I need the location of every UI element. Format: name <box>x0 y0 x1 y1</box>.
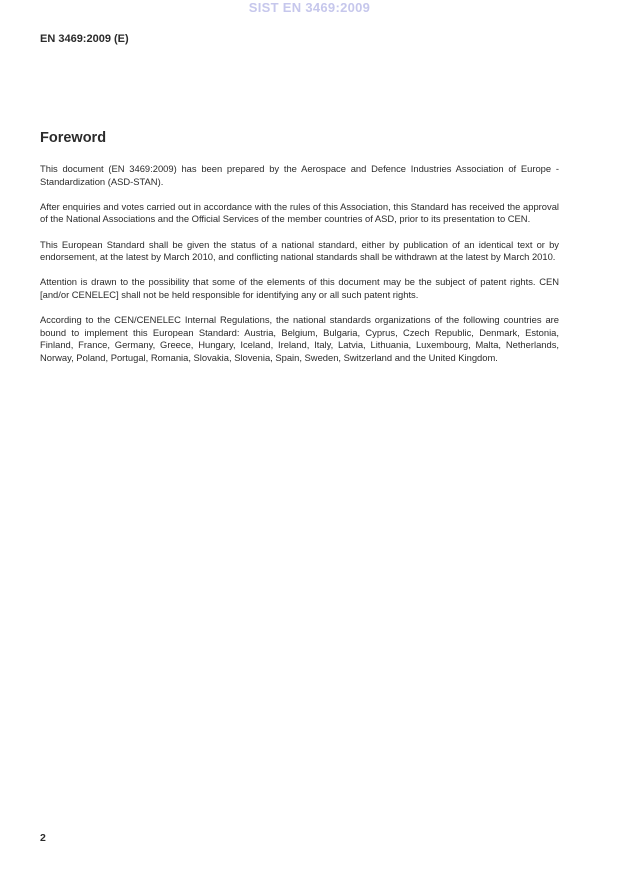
foreword-body <box>40 163 559 377</box>
paragraph-approval: After enquiries and votes carried out in accordance with the rules of this Association, this Standard has received the approval of the National Associations and the Official Services of the member countries of ASD, prior to its presentation to CEN. <box>40 200 559 225</box>
paragraph-national-standard-status: This European Standard shall be given the status of a national standard, either by publication of an identical text or by endorsement, at the latest by March 2010, and conflicting national standards shall be withdrawn at the latest by March 2010. <box>40 238 559 263</box>
watermark-header: SIST EN 3469:2009 <box>248 0 371 15</box>
paragraph-member-countries: According to the CEN/CENELEC Internal Regulations, the national standards organizations of the following countries are bound to implement this European Standard: Austria, Belgium, Bulgaria, Cyprus, Czech Republic, Denmark, Estonia, Finland, France, Germany, Greece, Hungary, Iceland, Ireland, Italy, Latvia, Lithuania, Luxembourg, Malta, Netherlands, Norway, Poland, Portugal, Romania, Slovakia, Slovenia, Spain, Sweden, Switzerland and the United Kingdom. <box>40 314 559 363</box>
document-id: EN 3469:2009 (E) <box>40 33 129 45</box>
paragraph-patent-rights: Attention is drawn to the possibility that some of the elements of this document may be the subject of patent rights. CEN [and/or CENELEC] shall not be held responsible for identifying any or all such patent rights. <box>40 276 559 300</box>
page-number: 2 <box>40 832 46 844</box>
paragraph-prepared-by: This document (EN 3469:2009) has been prepared by the Aerospace and Defence Industries Association of Europe - Standardization (ASD-STAN). <box>40 163 559 187</box>
foreword-heading: Foreword <box>40 130 107 146</box>
